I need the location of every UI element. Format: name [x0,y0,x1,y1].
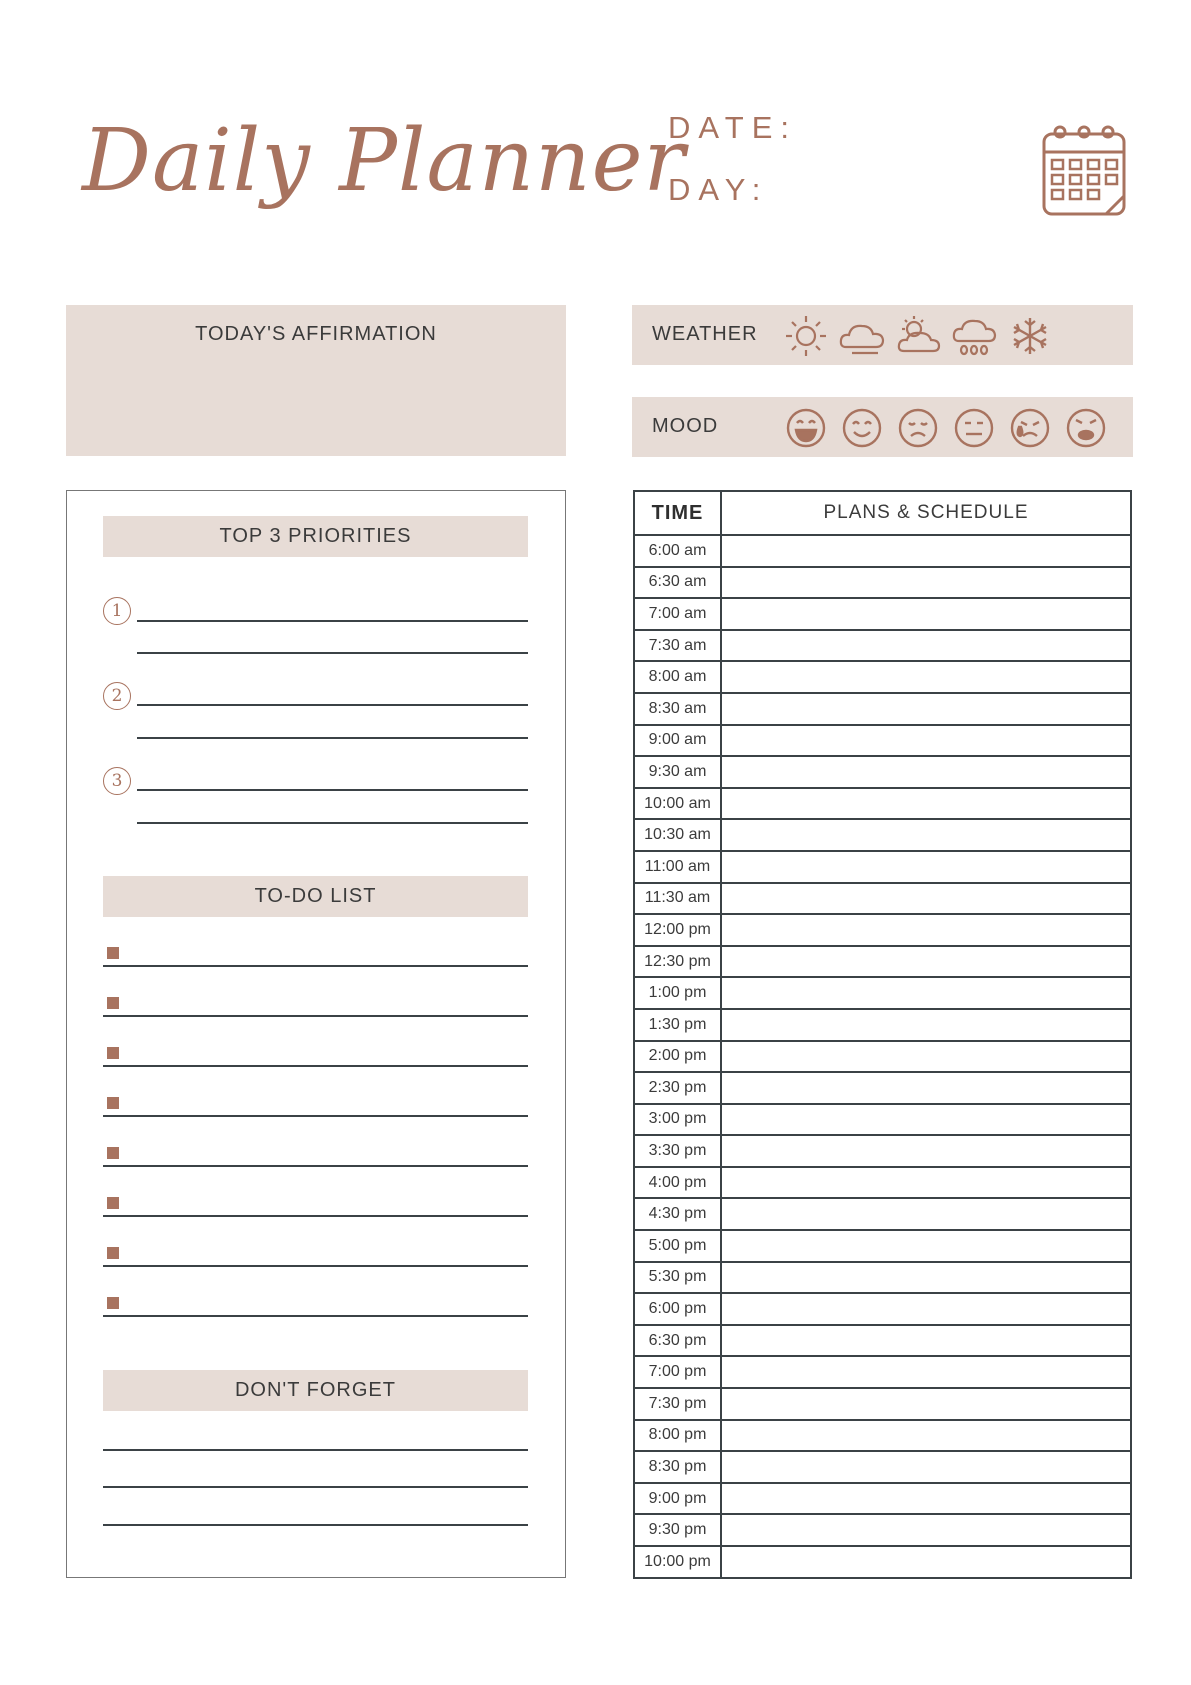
time-cell: 9:30 pm [634,1514,721,1546]
time-cell: 9:00 am [634,725,721,757]
time-cell: 9:00 pm [634,1483,721,1515]
time-cell: 4:30 pm [634,1198,721,1230]
time-cell: 6:30 pm [634,1325,721,1357]
table-row [634,1420,1131,1452]
todo-checkbox[interactable] [107,1147,119,1159]
mood-label: MOOD [652,415,719,437]
time-cell: 10:30 am [634,819,721,851]
table-row [634,693,1131,725]
plan-cell[interactable] [721,630,1131,662]
affirmation-label: TODAY'S AFFIRMATION [195,323,437,345]
time-cell: 2:00 pm [634,1041,721,1073]
calendar-icon [1040,122,1130,218]
time-cell: 5:30 pm [634,1262,721,1294]
plan-cell[interactable] [721,977,1131,1009]
time-cell: 8:30 pm [634,1451,721,1483]
mood-band [632,397,1133,457]
table-row [634,883,1131,915]
table-row [634,946,1131,978]
table-row [634,1293,1131,1325]
table-row [634,1325,1131,1357]
table-row [634,1198,1131,1230]
plan-cell[interactable] [721,725,1131,757]
priority-3-line-2[interactable] [137,822,528,824]
time-cell: 2:30 pm [634,1072,721,1104]
table-row [634,567,1131,599]
plan-cell[interactable] [721,1072,1131,1104]
time-cell: 6:30 am [634,567,721,599]
plan-cell[interactable] [721,1451,1131,1483]
todo-checkbox[interactable] [107,1297,119,1309]
neutral-face-icon[interactable] [950,405,998,451]
plan-cell[interactable] [721,1546,1131,1578]
weather-icons [782,313,1062,359]
time-cell: 3:30 pm [634,1135,721,1167]
table-row [634,630,1131,662]
todo-checkbox[interactable] [107,997,119,1009]
priority-number-2: 2 [103,682,131,710]
time-cell: 8:00 pm [634,1420,721,1452]
plan-cell[interactable] [721,1167,1131,1199]
todo-checkbox[interactable] [107,1197,119,1209]
plan-cell[interactable] [721,1104,1131,1136]
time-cell: 6:00 am [634,535,721,567]
time-cell: 8:00 am [634,661,721,693]
table-row [634,1135,1131,1167]
table-row [634,756,1131,788]
time-cell: 6:00 pm [634,1293,721,1325]
dont-forget-line[interactable] [103,1449,528,1451]
tired-face-icon[interactable] [894,405,942,451]
plan-cell[interactable] [721,1356,1131,1388]
schedule-table [633,490,1132,1579]
schedule-body [634,535,1131,1578]
priority-1-line-2[interactable] [137,652,528,654]
table-row [634,914,1131,946]
table-row [634,725,1131,757]
priority-2-line-1[interactable] [137,704,528,706]
plan-cell[interactable] [721,1325,1131,1357]
table-row [634,1041,1131,1073]
mood-icons [782,405,1118,451]
page-title-text: Daily Planner [82,111,686,211]
priority-2-line-2[interactable] [137,737,528,739]
todo-line[interactable] [103,1015,528,1017]
plan-cell[interactable] [721,946,1131,978]
table-row [634,1514,1131,1546]
plan-cell[interactable] [721,661,1131,693]
plan-cell[interactable] [721,1514,1131,1546]
plan-cell[interactable] [721,883,1131,915]
affirmation-box[interactable] [66,305,566,456]
time-cell: 1:30 pm [634,1009,721,1041]
todo-line[interactable] [103,1215,528,1217]
todo-checkbox[interactable] [107,947,119,959]
priority-number-1: 1 [103,597,131,625]
time-cell: 9:30 am [634,756,721,788]
plans-column-header: PLANS & SCHEDULE [721,491,1131,535]
plan-cell[interactable] [721,788,1131,820]
day-label: DAY: [668,172,769,207]
plan-cell[interactable] [721,1420,1131,1452]
weather-label: WEATHER [652,323,758,345]
plan-cell[interactable] [721,851,1131,883]
todo-checkbox[interactable] [107,1097,119,1109]
priority-1-line-1[interactable] [137,620,528,622]
time-cell: 11:00 am [634,851,721,883]
plan-cell[interactable] [721,567,1131,599]
weather-band [632,305,1133,365]
table-row [634,1167,1131,1199]
date-label: DATE: [668,110,797,145]
table-row [634,1104,1131,1136]
plan-cell[interactable] [721,1230,1131,1262]
time-cell: 11:30 am [634,883,721,915]
plan-cell[interactable] [721,535,1131,567]
table-row [634,1388,1131,1420]
todo-header: TO-DO LIST [103,876,528,917]
time-cell: 7:30 pm [634,1388,721,1420]
todo-line[interactable] [103,1265,528,1267]
sun-icon[interactable] [782,313,830,359]
table-row [634,977,1131,1009]
time-cell: 7:30 am [634,630,721,662]
time-cell: 4:00 pm [634,1167,721,1199]
plan-cell[interactable] [721,756,1131,788]
smiling-face-icon[interactable] [838,405,886,451]
plan-cell[interactable] [721,1041,1131,1073]
table-row [634,1072,1131,1104]
plan-cell[interactable] [721,1198,1131,1230]
todo-line[interactable] [103,1165,528,1167]
priorities-header: TOP 3 PRIORITIES [103,516,528,557]
date-day-block [668,110,797,234]
table-row [634,1483,1131,1515]
time-cell: 10:00 am [634,788,721,820]
plan-cell[interactable] [721,598,1131,630]
time-cell: 1:00 pm [634,977,721,1009]
dont-forget-line[interactable] [103,1486,528,1488]
plan-cell[interactable] [721,819,1131,851]
table-row [634,788,1131,820]
dont-forget-header: DON'T FORGET [103,1370,528,1411]
time-cell: 5:00 pm [634,1230,721,1262]
plan-cell[interactable] [721,914,1131,946]
plan-cell[interactable] [721,1483,1131,1515]
table-row [634,535,1131,567]
todo-line[interactable] [103,1315,528,1317]
sad-face-icon[interactable] [1062,405,1110,451]
rain-icon[interactable] [950,313,998,359]
time-cell: 7:00 pm [634,1356,721,1388]
priority-number-3: 3 [103,767,131,795]
plan-cell[interactable] [721,1135,1131,1167]
table-row [634,1546,1131,1578]
todo-line[interactable] [103,1065,528,1067]
table-row [634,598,1131,630]
plan-cell[interactable] [721,693,1131,725]
todo-checkbox[interactable] [107,1247,119,1259]
time-cell: 8:30 am [634,693,721,725]
table-row [634,851,1131,883]
table-row [634,661,1131,693]
table-row [634,1356,1131,1388]
snowflake-icon[interactable] [1006,313,1054,359]
todo-checkbox[interactable] [107,1047,119,1059]
priority-3-line-1[interactable] [137,789,528,791]
table-row [634,1262,1131,1294]
page-title [78,78,686,248]
time-cell: 10:00 pm [634,1546,721,1578]
cloud-icon[interactable] [838,313,886,359]
time-cell: 12:30 pm [634,946,721,978]
laughing-face-icon[interactable] [782,405,830,451]
time-column-header: TIME [634,491,721,535]
table-row [634,1451,1131,1483]
crying-face-icon[interactable] [1006,405,1054,451]
left-panel [66,490,566,1578]
time-cell: 12:00 pm [634,914,721,946]
plan-cell[interactable] [721,1262,1131,1294]
table-row [634,819,1131,851]
todo-line[interactable] [103,1115,528,1117]
plan-cell[interactable] [721,1388,1131,1420]
time-cell: 7:00 am [634,598,721,630]
todo-line[interactable] [103,965,528,967]
partly-cloudy-icon[interactable] [894,313,942,359]
table-row [634,1230,1131,1262]
table-row [634,1009,1131,1041]
time-cell: 3:00 pm [634,1104,721,1136]
dont-forget-line[interactable] [103,1524,528,1526]
plan-cell[interactable] [721,1009,1131,1041]
plan-cell[interactable] [721,1293,1131,1325]
